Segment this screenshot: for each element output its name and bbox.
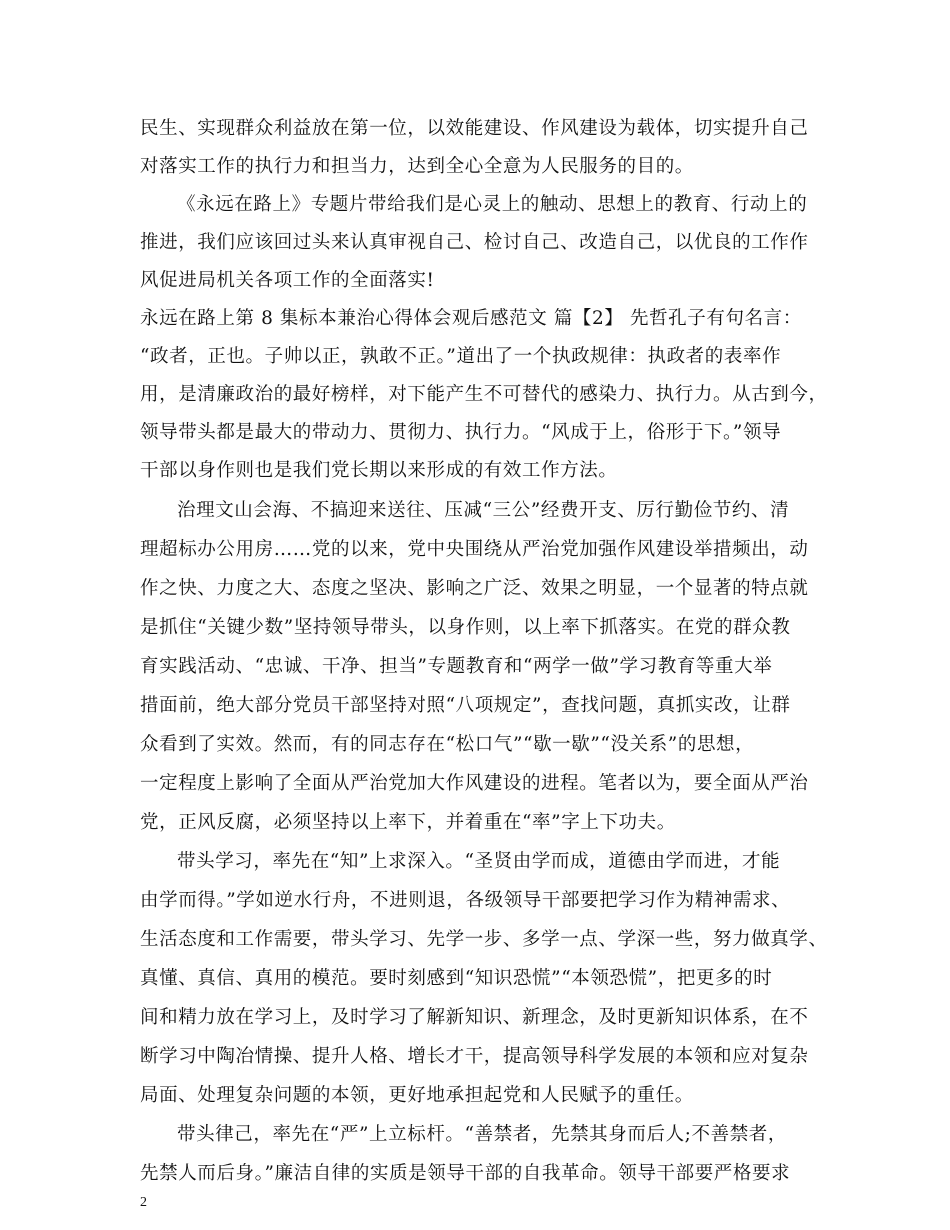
text-line: 推进，我们应该回过头来认真审视自己、检讨自己、改造自己，以优良的工作作 bbox=[140, 232, 809, 253]
text-line: 《永远在路上》专题片带给我们是心灵上的触动、思想上的教育、行动上的 bbox=[177, 194, 808, 215]
text-line: 间和精力放在学习上，及时学习了解新知识、新理念，及时更新知识体系，在不 bbox=[140, 1007, 809, 1028]
text-line: 风促进局机关各项工作的全面落实! bbox=[140, 270, 435, 291]
text-line: “政者，正也。子帅以正，孰敢不正。”道出了一个执政规律：执政者的表率作 bbox=[140, 346, 782, 367]
text-line: 用，是清廉政治的最好榜样，对下能产生不可替代的感染力、执行力。从古到今， bbox=[140, 384, 828, 405]
text-line: 一定程度上影响了全面从严治党加大作风建设的进程。笔者以为，要全面从严治 bbox=[140, 773, 809, 794]
text-line: 干部以身作则也是我们党长期以来形成的有效工作方法。 bbox=[140, 460, 618, 481]
text-line: 作之快、力度之大、态度之坚决、影响之广泛、效果之明显，一个显著的特点就 bbox=[140, 578, 809, 599]
text-line: 措面前，绝大部分党员干部坚持对照“八项规定”，查找问题，真抓实改，让群 bbox=[140, 695, 791, 716]
text-line: 党，正风反腐，必须坚持以上率下，并着重在“率”字上下功夫。 bbox=[140, 812, 676, 833]
text-line: 先禁人而后身。”廉洁自律的实质是领导干部的自我革命。领导干部要严格要求 bbox=[140, 1163, 791, 1184]
text-line: 是抓住“关键少数”坚持领导带头，以身作则，以上率下抓落实。在党的群众教 bbox=[140, 617, 791, 638]
text-line: 生活态度和工作需要，带头学习、先学一步、多学一点、学深一些，努力做真学、 bbox=[140, 929, 828, 950]
text-line: 带头律己，率先在“严”上立标杆。“善禁者，先禁其身而后人;不善禁者， bbox=[177, 1124, 788, 1145]
text-line: 众看到了实效。然而，有的同志存在“松口气”“歇一歇”“没关系”的思想， bbox=[140, 734, 755, 755]
text-line: 对落实工作的执行力和担当力，达到全心全意为人民服务的目的。 bbox=[140, 156, 694, 177]
text-line: 民生、实现群众利益放在第一位，以效能建设、作风建设为载体，切实提升自己 bbox=[140, 118, 809, 139]
page-number: 2 bbox=[140, 1195, 147, 1210]
text-line: 理超标办公用房……党的以来，党中央围绕从严治党加强作风建设举措频出，动 bbox=[140, 539, 809, 560]
section-heading-line: 永远在路上第 8 集标本兼治心得体会观后感范文 篇【2】 先哲孔子有句名言： bbox=[140, 308, 802, 329]
text-line: 带头学习，率先在“知”上求深入。“圣贤由学而成，道德由学而进，才能 bbox=[177, 851, 781, 872]
text-line: 局面、处理复杂问题的本领，更好地承担起党和人民赋予的重任。 bbox=[140, 1085, 694, 1106]
text-line: 真懂、真信、真用的模范。要时刻感到“知识恐慌”“本领恐慌”，把更多的时 bbox=[140, 968, 773, 989]
text-line: 育实践活动、“忠诚、干净、担当”专题教育和“两学一做”学习教育等重大举 bbox=[140, 656, 773, 677]
text-line: 领导带头都是最大的带动力、贯彻力、执行力。“风成于上，俗形于下。”领导 bbox=[140, 422, 782, 443]
text-line: 断学习中陶冶情操、提升人格、增长才干，提高领导科学发展的本领和应对复杂 bbox=[140, 1046, 809, 1067]
text-line: 由学而得。”学如逆水行舟，不进则退，各级领导干部要把学习作为精神需求、 bbox=[140, 890, 791, 911]
text-line: 治理文山会海、不搞迎来送往、压减“三公”经费开支、厉行勤俭节约、清 bbox=[177, 500, 790, 521]
